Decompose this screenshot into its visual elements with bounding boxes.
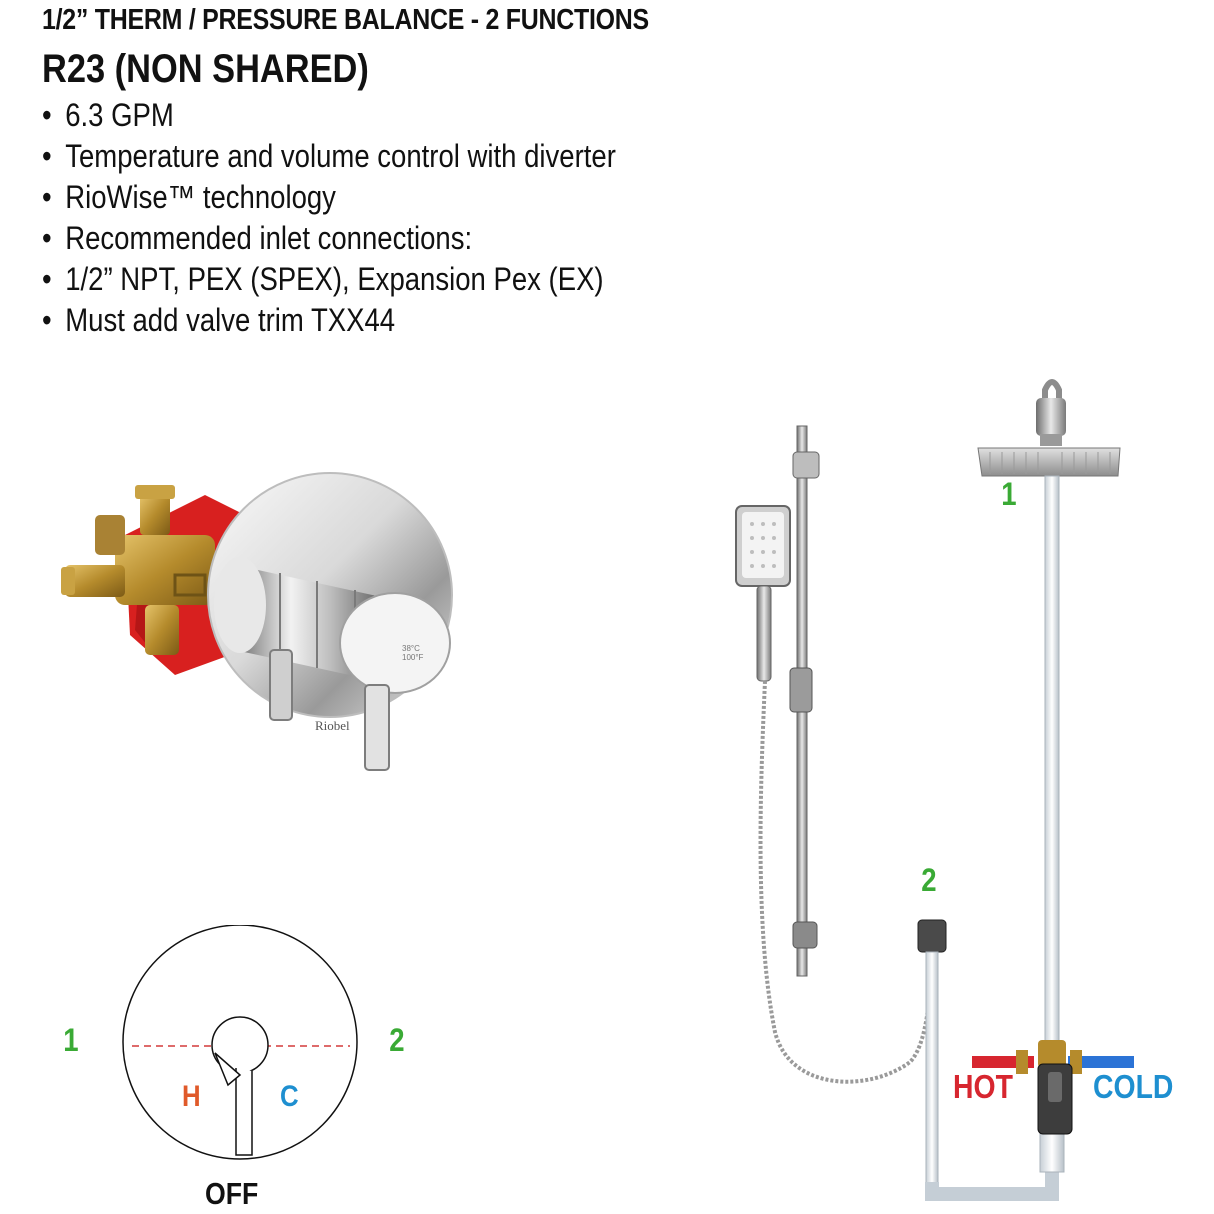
feature-text: 6.3 GPM: [65, 97, 174, 133]
hot-supply-label: HOT: [953, 1068, 1013, 1105]
dial-fahrenheit: 100°F: [402, 653, 424, 662]
model-title: R23 (NON SHARED): [42, 47, 369, 91]
hot-label: H: [182, 1080, 201, 1113]
loop-pipe: [932, 1162, 1052, 1194]
bullet-icon: •: [42, 138, 52, 174]
hand-shower-function-number: 2: [921, 862, 937, 898]
bullet-icon: •: [42, 261, 52, 297]
feature-text: Recommended inlet connections:: [65, 220, 473, 256]
hand-shower-supply-pipe: [926, 952, 938, 1194]
feature-list: [42, 96, 709, 342]
handle-lever-outline: [212, 1017, 268, 1155]
feature-item: [42, 301, 616, 342]
cold-label: C: [280, 1080, 299, 1113]
bullet-icon: •: [42, 220, 52, 256]
valve-rough-in: [1016, 1040, 1082, 1134]
feature-item: [42, 219, 616, 260]
dial-celsius: 38°C: [402, 644, 420, 653]
bullet-icon: •: [42, 97, 52, 133]
diverter-lever[interactable]: [270, 650, 292, 720]
feature-item: [42, 178, 616, 219]
wall-supply-elbow: [918, 920, 946, 952]
feature-text: RioWise™ technology: [65, 179, 336, 215]
feature-text: Temperature and volume control with diverter: [65, 138, 616, 174]
feature-item: [42, 96, 616, 137]
product-subtitle: 1/2” THERM / PRESSURE BALANCE - 2 FUNCTIONS: [42, 4, 649, 36]
handle-position-diagram: [118, 925, 363, 1160]
function-number-1: 1: [63, 1022, 79, 1058]
feature-text: Must add valve trim TXX44: [65, 302, 396, 338]
bullet-icon: •: [42, 302, 52, 338]
off-position-label: OFF: [205, 1176, 259, 1211]
hand-shower[interactable]: [736, 506, 790, 681]
feature-text: 1/2” NPT, PEX (SPEX), Expansion Pex (EX): [65, 261, 604, 297]
valve-product-image: [55, 455, 465, 785]
header: [42, 4, 748, 92]
bullet-icon: •: [42, 179, 52, 215]
brand-mark: Riobel: [315, 718, 350, 733]
rain-shower-head: [978, 382, 1120, 476]
shower-hose: [761, 681, 931, 1082]
feature-item: [42, 260, 616, 301]
slide-bar: [790, 426, 819, 976]
volume-lever[interactable]: [365, 685, 389, 770]
temperature-dial[interactable]: [340, 593, 450, 693]
rain-head-function-number: 1: [1001, 476, 1017, 512]
function-number-2: 2: [389, 1022, 405, 1058]
cold-supply-label: COLD: [1093, 1068, 1174, 1105]
rain-head-supply-pipe: [1045, 476, 1059, 1051]
slide-holder[interactable]: [790, 668, 812, 712]
feature-item: [42, 137, 616, 178]
